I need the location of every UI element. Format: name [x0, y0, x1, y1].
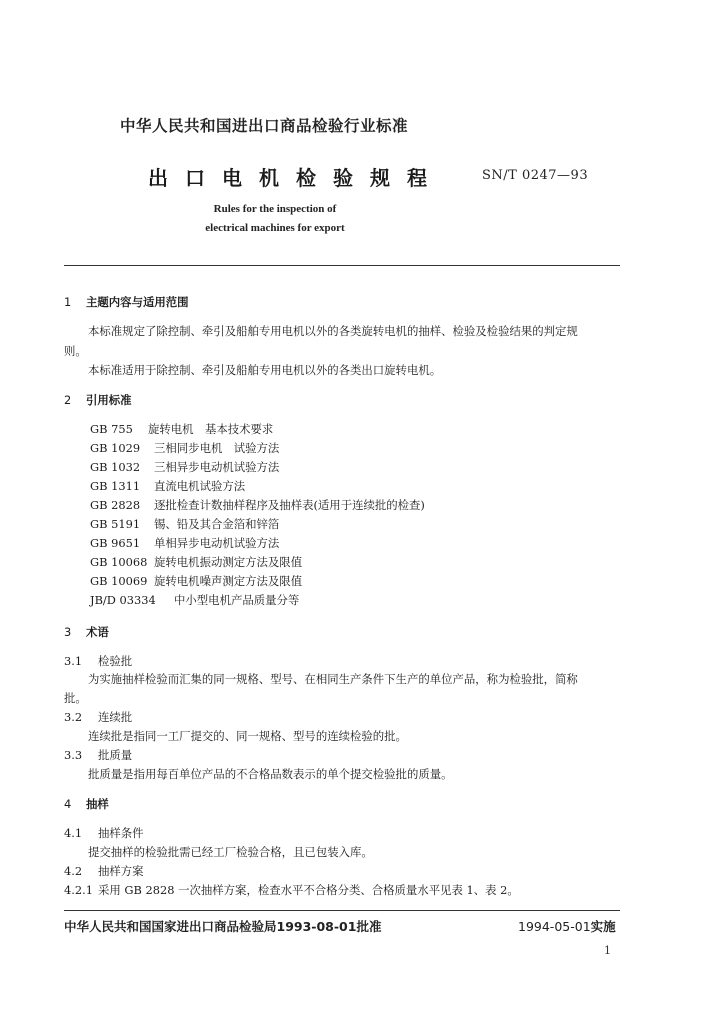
section-2-heading: 2 引用标准	[64, 393, 132, 407]
section-1-para-1-line-2: 则。	[64, 344, 87, 358]
reference-item	[90, 553, 302, 571]
reference-code: GB 2828	[90, 498, 141, 512]
standard-category: 中华人民共和国进出口商品检验行业标准	[120, 117, 409, 135]
reference-title: 直流电机试验方法	[154, 479, 246, 493]
reference-code: GB 5191	[90, 517, 141, 531]
section-3-3-text: 批质量是指用每百单位产品的不合格品数表示的单个提交检验批的质量。	[88, 767, 453, 781]
section-3-1-heading: 3.1 检验批	[64, 654, 133, 668]
section-3-2-text: 连续批是指同一工厂提交的、同一规格、型号的连续检验的批。	[88, 729, 407, 743]
reference-code: GB 10069	[90, 574, 148, 588]
section-3-1-text-line-1: 为实施抽样检验而汇集的同一规格、型号、在相同生产条件下生产的单位产品，称为检验批，简称	[88, 672, 578, 686]
reference-code: GB 9651	[90, 536, 141, 550]
reference-item	[90, 591, 299, 609]
reference-title: 旋转电机振动测定方法及限值	[154, 555, 303, 569]
reference-code: JB/D 03334	[90, 593, 156, 607]
section-3-heading: 3 术语	[64, 625, 109, 639]
reference-code: GB 1311	[90, 479, 141, 493]
page-number: 1	[604, 944, 611, 957]
section-1-para-1-line-1: 本标准规定了除控制、牵引及船舶专用电机以外的各类旋转电机的抽样、检验及检验结果的判定规	[88, 324, 578, 338]
reference-item	[90, 572, 302, 590]
reference-code: GB 10068	[90, 555, 148, 569]
header-divider	[64, 265, 620, 266]
section-3-3-heading: 3.3 批质量	[64, 748, 133, 762]
section-3-2-heading: 3.2 连续批	[64, 710, 133, 724]
reference-item	[90, 439, 279, 457]
implementation-date: 1994-05-01实施	[518, 919, 616, 934]
reference-title: 旋转电机 基本技术要求	[148, 422, 274, 436]
section-4-1-heading: 4.1 抽样条件	[64, 826, 144, 840]
reference-title: 三相异步电动机试验方法	[154, 460, 280, 474]
reference-title: 逐批检查计数抽样程序及抽样表(适用于连续批的检查)	[154, 498, 425, 512]
issuing-authority: 中华人民共和国国家进出口商品检验局1993-08-01批准	[64, 919, 382, 934]
section-1-para-2: 本标准适用于除控制、牵引及船舶专用电机以外的各类出口旋转电机。	[88, 363, 442, 377]
reference-item	[90, 496, 425, 514]
footer-divider	[64, 910, 620, 911]
reference-title: 旋转电机噪声测定方法及限值	[154, 574, 303, 588]
reference-title: 锡、铅及其合金箔和锌箔	[154, 517, 280, 531]
document-title-cn: 出口电机检验规程	[148, 166, 444, 190]
reference-item	[90, 477, 245, 495]
reference-code: GB 755	[90, 422, 133, 436]
section-4-2-heading: 4.2 抽样方案	[64, 864, 144, 878]
reference-item	[90, 420, 273, 438]
section-4-2-1: 4.2.1 采用 GB 2828 一次抽样方案，检查水平不合格分类、合格质量水平见表 1、表 2。	[64, 883, 519, 897]
section-4-1-text: 提交抽样的检验批需已经工厂检验合格，且已包装入库。	[88, 845, 373, 859]
reference-code: GB 1029	[90, 441, 141, 455]
reference-item	[90, 534, 279, 552]
section-4-heading: 4 抽样	[64, 797, 109, 811]
section-1-heading: 1 主题内容与适用范围	[64, 295, 189, 309]
reference-item	[90, 515, 279, 533]
reference-item	[90, 458, 279, 476]
document-title-en-line1: Rules for the inspection of	[213, 203, 337, 215]
reference-title: 三相同步电机 试验方法	[154, 441, 280, 455]
standard-number: SN/T 0247—93	[482, 168, 589, 183]
reference-code: GB 1032	[90, 460, 141, 474]
document-title-en-line2: electrical machines for export	[205, 222, 345, 234]
section-3-1-text-line-2: 批。	[64, 691, 87, 705]
reference-title: 中小型电机产品质量分等	[174, 593, 300, 607]
reference-title: 单相异步电动机试验方法	[154, 536, 280, 550]
